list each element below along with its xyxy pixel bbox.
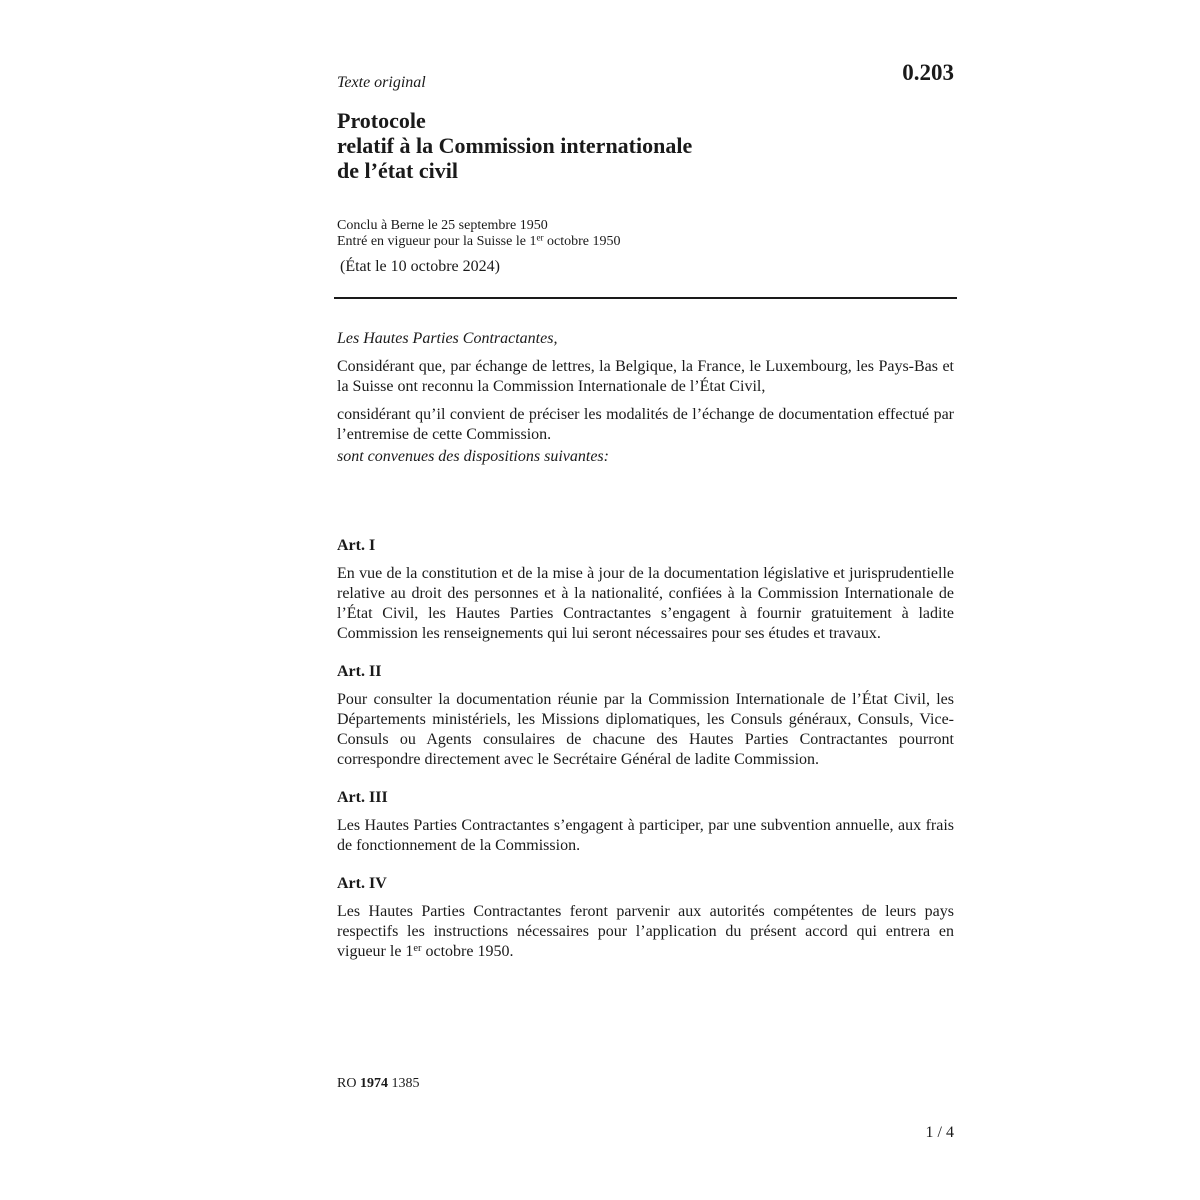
article-text: Pour consulter la documentation réunie par la Commission Internationale de l’État Civil, les Départements ministériels, les Missions diplomatiques, les Consuls généraux, Consuls, Vice-Consuls ou Agents consulaires de chacune des Hautes Parties Contractantes pourront correspondre directement avec le Secrétaire Général de ladite Commission. [337, 691, 954, 768]
page-number: 1 / 4 [925, 1124, 954, 1141]
title-line: de l’état civil [337, 158, 458, 183]
article-2 [337, 662, 954, 770]
article-1 [337, 536, 954, 644]
articles [337, 536, 954, 980]
article-text: Les Hautes Parties Contractantes feront parvenir aux autorités compétentes de leurs pays respectifs les instructions nécessaires pour l’application du présent accord qui entrera en vigueur le 1er octobre 1950. [337, 903, 954, 960]
header-divider [334, 297, 957, 299]
preamble-parties: Les Hautes Parties Contractantes, [337, 330, 558, 347]
article-title: Art. I [337, 537, 376, 554]
preamble [337, 329, 954, 475]
article-title: Art. II [337, 663, 382, 680]
concluded-date: Conclu à Berne le 25 septembre 1950 [337, 218, 548, 233]
document-number: 0.203 [902, 60, 954, 85]
state-date: (État le 10 octobre 2024) [340, 258, 500, 275]
preamble-paragraph: Considérant que, par échange de lettres, la Belgique, la France, le Luxembourg, les Pays-Bas et la Suisse ont reconnu la Commission Internationale de l’État Civil, [337, 358, 954, 395]
article-4 [337, 874, 954, 962]
document-metadata [337, 218, 954, 250]
title-line: relatif à la Commission internationale [337, 133, 693, 158]
preamble-paragraph: considérant qu’il convient de préciser les modalités de l’échange de documentation effectué par l’entremise de cette Commission. [337, 406, 954, 443]
document-title [337, 108, 954, 183]
article-text: En vue de la constitution et de la mise à jour de la documentation législative et jurisprudentielle relative au droit des personnes et à la nationalité, confiées à la Commission Internationale de l’État Civil, les Hautes Parties Contractantes s’engagent à fournir gratuitement à ladite Commission les renseignements qui lui seront nécessaires pour ses études et travaux. [337, 565, 954, 642]
preamble-conclusion: sont convenues des dispositions suivantes: [337, 448, 609, 465]
article-3 [337, 788, 954, 856]
article-text: Les Hautes Parties Contractantes s’engagent à participer, par une subvention annuelle, aux frais de fonctionnement de la Commission. [337, 817, 954, 854]
article-title: Art. IV [337, 875, 387, 892]
ro-reference: RO 1974 1385 [337, 1076, 420, 1091]
article-title: Art. III [337, 789, 388, 806]
title-line: Protocole [337, 108, 426, 133]
entry-into-force: Entré en vigueur pour la Suisse le 1er octobre 1950 [337, 232, 621, 249]
original-text-label: Texte original [337, 74, 426, 91]
